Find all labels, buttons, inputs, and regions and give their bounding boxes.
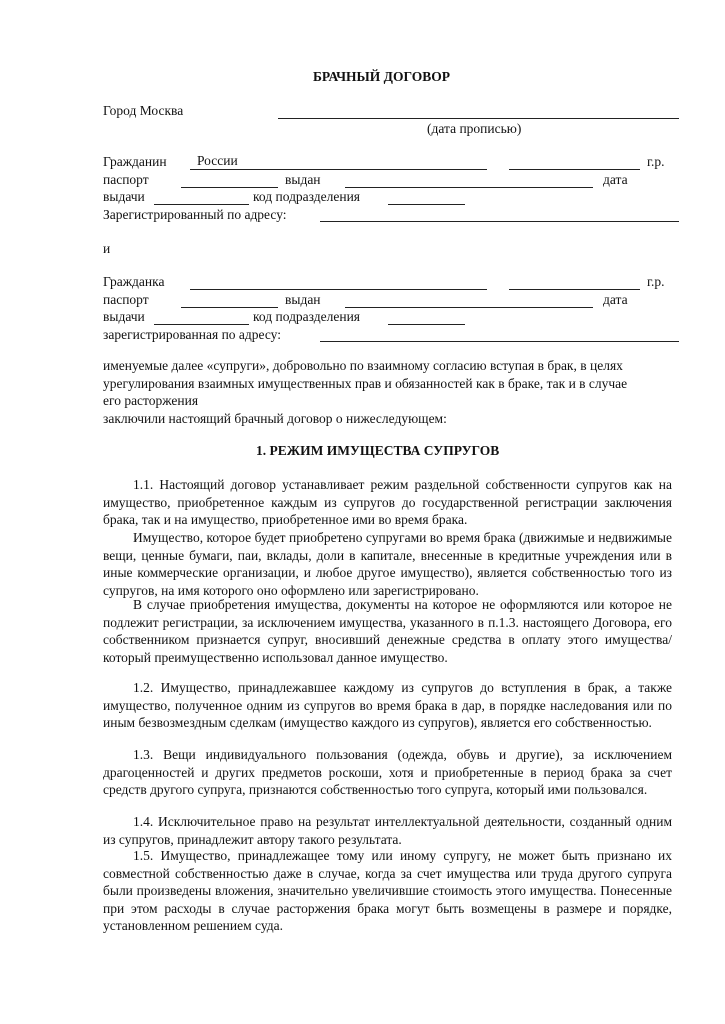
- intro-block: [103, 357, 683, 427]
- citizen1-issue-label: выдачи: [103, 189, 145, 204]
- citizen1-passport-field[interactable]: [181, 187, 278, 188]
- citizen1-division-field[interactable]: [388, 204, 465, 205]
- date-caption: (дата прописью): [427, 121, 522, 136]
- citizen2-issued-field[interactable]: [345, 307, 593, 308]
- citizen1-division-label: код подразделения: [253, 189, 361, 204]
- intro-line: заключили настоящий брачный договор о нижеследующем:: [103, 410, 447, 426]
- city-label: Город Москва: [103, 103, 184, 118]
- citizen2-address-field[interactable]: [320, 341, 679, 342]
- citizen1-issue-date-field[interactable]: [154, 204, 249, 205]
- paragraph-1-1-unregistered: В случае приобретения имущества, документы на которое не оформляются или которое не подлежит регистрации, за исключением имущества, указанного в п.1.3. настоящего Договора, его собственником признается супруг, вносивший денежные средства в оплату этого имущества/который преимущественно использовал данное имущество.: [103, 597, 672, 665]
- citizen2-issue-date-field[interactable]: [154, 324, 249, 325]
- paragraph-1-3: 1.3. Вещи индивидуального пользования (одежда, обувь и другие), за исключением драгоценностей и других предметов роскоши, хотя и приобретенные в период брака за счет средств другого супруга, признаются собственностью того супруга, который ими пользовался.: [103, 747, 672, 798]
- citizen1-country: России: [197, 153, 238, 168]
- paragraph-1-5: 1.5. Имущество, принадлежащее тому или иному супругу, не может быть признано их совместной собственностью даже в случае, когда за счет имущества или труда другого супруга были произведены вложения, значительно увеличившие стоимость этого имущества. Понесенные при этом расходы в случае расторжения брака могут быть возмещены в размере и порядке, установленном решением суда.: [103, 848, 672, 934]
- intro-line: его расторжения: [103, 393, 199, 409]
- citizen2-name-field[interactable]: [190, 289, 487, 290]
- intro-line: урегулирования взаимных имущественных прав и обязанностей как в браке, так и в случае: [103, 375, 628, 391]
- document-title: БРАЧНЫЙ ДОГОВОР: [313, 69, 450, 84]
- intro-line: именуемые далее «супруги», добровольно по взаимному согласию вступая в брак, в целях: [103, 358, 623, 373]
- citizen1-address-label: Зарегистрированный по адресу:: [103, 207, 287, 222]
- paragraph-1-1-property: Имущество, которое будет приобретено супругами во время брака (движимые и недвижимые вещи, ценные бумаги, паи, вклады, доли в капитале, внесенные в кредитные учреждения или в иные коммерческие организации, и любое другое имущество), является собственностью того из супругов, на имя которого оно оформлено или зарегистрировано.: [103, 530, 672, 598]
- citizen2-address-label: зарегистрированная по адресу:: [103, 327, 281, 342]
- citizen2-passport-label: паспорт: [103, 292, 149, 307]
- paragraph-1-4: 1.4. Исключительное право на результат интеллектуальной деятельности, созданный одним из супругов, принадлежит автору такого результата.: [103, 814, 672, 847]
- and-label: и: [103, 241, 111, 256]
- citizen2-date-label: дата: [603, 292, 628, 307]
- citizen1-issued-field[interactable]: [345, 187, 593, 188]
- citizen1-issued-label: выдан: [285, 172, 321, 187]
- date-field[interactable]: [278, 118, 679, 119]
- citizen2-issue-label: выдачи: [103, 309, 145, 324]
- citizen2-year-suffix: г.р.: [647, 274, 665, 289]
- citizen1-name-field[interactable]: [190, 169, 487, 170]
- paragraph-1-1: 1.1. Настоящий договор устанавливает режим раздельной собственности супругов как на имущество, приобретенное каждым из супругов до государственной регистрации заключения брака, так и на имущество, приобретенное ими во время брака.: [103, 477, 672, 528]
- citizen1-birthyear-field[interactable]: [509, 169, 640, 170]
- citizen2-division-field[interactable]: [388, 324, 465, 325]
- citizen2-passport-field[interactable]: [181, 307, 278, 308]
- citizen2-label: Гражданка: [103, 274, 165, 289]
- citizen1-date-label: дата: [603, 172, 628, 187]
- citizen1-passport-label: паспорт: [103, 172, 149, 187]
- citizen1-year-suffix: г.р.: [647, 154, 665, 169]
- citizen2-birthyear-field[interactable]: [509, 289, 640, 290]
- citizen2-division-label: код подразделения: [253, 309, 361, 324]
- citizen1-label: Гражданин: [103, 154, 167, 169]
- citizen1-address-field[interactable]: [320, 221, 679, 222]
- section-title: 1. РЕЖИМ ИМУЩЕСТВА СУПРУГОВ: [256, 443, 500, 458]
- paragraph-1-2: 1.2. Имущество, принадлежавшее каждому из супругов до вступления в брак, а также имущество, полученное одним из супругов во время брака в дар, в порядке наследования или по иным безвозмездным сделкам (имущество каждого из супругов), является его собственностью.: [103, 680, 672, 731]
- citizen2-issued-label: выдан: [285, 292, 321, 307]
